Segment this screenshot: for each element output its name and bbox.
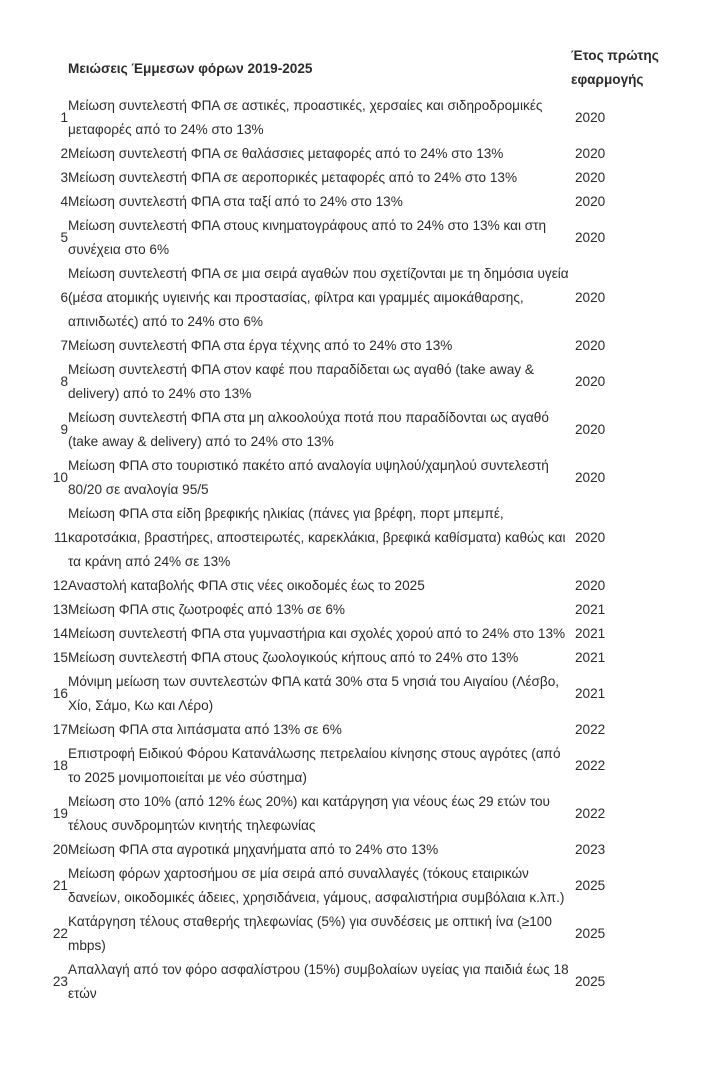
row-number: 5 (60, 230, 68, 245)
table-row (46, 574, 672, 598)
row-number: 16 (52, 686, 68, 701)
table-row (46, 838, 672, 862)
row-description: Μείωση συντελεστή ΦΠΑ στους ζωολογικούς κήπους από το 24% στο 13% (68, 650, 519, 665)
row-description: Μείωση ΦΠΑ στα είδη βρεφικής ηλικίας (πάνες για βρέφη, πορτ μπεμπέ, καροτσάκια, βραστήρες, αποστειρωτές, καρεκλάκια, βρεφικά καθίσματα) καθώς και τα κράνη από 24% σε 13% (68, 506, 566, 569)
table-row (46, 502, 672, 574)
table-row (46, 646, 672, 670)
row-number: 14 (52, 626, 68, 641)
row-description: Μείωση συντελεστή ΦΠΑ σε μια σειρά αγαθών που σχετίζονται με τη δημόσια υγεία (μέσα ατομικής υγιεινής και προστασίας, φίλτρα και γραμμές αιμοκάθαρσης, απινιδωτές) από το 24% στο 6% (68, 266, 569, 329)
table-row (46, 910, 672, 958)
table-row (46, 334, 672, 358)
row-description: Μείωση συντελεστή ΦΠΑ σε θαλάσσιες μεταφορές από το 24% στο 13% (68, 146, 504, 161)
row-year: 2021 (575, 626, 606, 641)
table-row (46, 454, 672, 502)
row-number: 15 (52, 650, 68, 665)
row-number: 6 (60, 290, 68, 305)
row-year: 2020 (575, 338, 606, 353)
table-row (46, 958, 672, 1006)
table-row (46, 406, 672, 454)
table-row (46, 742, 672, 790)
table-row (46, 598, 672, 622)
row-number: 17 (52, 722, 68, 737)
row-description: Επιστροφή Ειδικού Φόρου Κατανάλωσης πετρελαίου κίνησης στους αγρότες (από το 2025 μονιμοποιείται με νέο σύστημα) (68, 746, 561, 785)
row-number: 2 (60, 146, 68, 161)
table-row (46, 358, 672, 406)
row-year: 2020 (575, 578, 606, 593)
table-row (46, 166, 672, 190)
row-year: 2025 (575, 974, 606, 989)
table-row (46, 670, 672, 718)
row-description: Απαλλαγή από τον φόρο ασφαλίστρου (15%) συμβολαίων υγείας για παιδιά έως 18 ετών (68, 962, 569, 1001)
row-description: Κατάργηση τέλους σταθερής τηλεφωνίας (5%) για συνδέσεις με οπτική ίνα (≥100 mbps) (68, 914, 552, 953)
row-number: 13 (52, 602, 68, 617)
table-title: Μειώσεις Έμμεσων φόρων 2019-2025 (68, 61, 313, 76)
row-description: Μείωση συντελεστή ΦΠΑ στα μη αλκοολούχα ποτά που παραδίδονται ως αγαθό (take away & delivery) από το 24% στο 13% (68, 410, 549, 449)
row-number: 21 (52, 878, 68, 893)
row-year: 2025 (575, 926, 606, 941)
row-description: Μείωση συντελεστή ΦΠΑ σε αεροπορικές μεταφορές από το 24% στο 13% (68, 170, 518, 185)
row-description: Μείωση συντελεστή ΦΠΑ στα γυμναστήρια και σχολές χορού από το 24% στο 13% (68, 626, 566, 641)
row-number: 9 (60, 422, 68, 437)
row-number: 23 (52, 974, 68, 989)
row-description: Μείωση συντελεστή ΦΠΑ στον καφέ που παραδίδεται ως αγαθό (take away & delivery) από το 24% στο 13% (68, 362, 534, 401)
table-row (46, 214, 672, 262)
row-year: 2020 (575, 374, 606, 389)
table-row (46, 94, 672, 142)
table-row (46, 718, 672, 742)
table-row (46, 142, 672, 166)
year-column-header: Έτος πρώτης εφαρμογής (571, 48, 659, 87)
row-number: 8 (60, 374, 68, 389)
row-year: 2020 (575, 422, 606, 437)
row-description: Μείωση ΦΠΑ στο τουριστικό πακέτο από αναλογία υψηλού/χαμηλού συντελεστή 80/20 σε αναλογία 95/5 (68, 458, 549, 497)
row-year: 2020 (575, 110, 606, 125)
table-row (46, 262, 672, 334)
row-year: 2022 (575, 758, 606, 773)
row-year: 2023 (575, 842, 606, 857)
row-year: 2020 (575, 194, 606, 209)
row-year: 2021 (575, 650, 606, 665)
row-description: Μείωση φόρων χαρτοσήμου σε μία σειρά από συναλλαγές (τόκους εταιρικών δανείων, οικοδομικές άδειες, χρησιδάνεια, γάμους, ασφαλιστήρια συμβόλαια κ.λπ.) (68, 866, 565, 905)
row-number: 12 (52, 578, 68, 593)
table-row (46, 790, 672, 838)
row-description: Μείωση ΦΠΑ στις ζωοτροφές από 13% σε 6% (68, 602, 345, 617)
row-description: Μείωση ΦΠΑ στα αγροτικά μηχανήματα από το 24% στο 13% (68, 842, 439, 857)
row-description: Μείωση στο 10% (από 12% έως 20%) και κατάργηση για νέους έως 29 ετών του τέλους συνδρομητών κινητής τηλεφωνίας (68, 794, 550, 833)
row-year: 2020 (575, 230, 606, 245)
table-body (46, 94, 672, 1006)
row-year: 2022 (575, 806, 606, 821)
table-row (46, 862, 672, 910)
row-number: 7 (60, 338, 68, 353)
row-description: Αναστολή καταβολής ΦΠΑ στις νέες οικοδομές έως το 2025 (68, 578, 425, 593)
row-year: 2020 (575, 530, 606, 545)
row-description: Μείωση συντελεστή ΦΠΑ στα έργα τέχνης από το 24% στο 13% (68, 338, 453, 353)
indirect-tax-reductions-table (46, 44, 672, 1006)
row-year: 2020 (575, 290, 606, 305)
row-year: 2020 (575, 470, 606, 485)
header-number-cell (46, 44, 68, 94)
row-year: 2021 (575, 602, 606, 617)
row-number: 20 (52, 842, 68, 857)
row-number: 22 (52, 926, 68, 941)
table-row (46, 190, 672, 214)
row-number: 18 (52, 758, 68, 773)
row-year: 2025 (575, 878, 606, 893)
row-number: 19 (52, 806, 68, 821)
row-description: Μόνιμη μείωση των συντελεστών ΦΠΑ κατά 30% στα 5 νησιά του Αιγαίου (Λέσβο, Χίο, Σάμο, Κω και Λέρο) (68, 674, 560, 713)
row-year: 2021 (575, 686, 606, 701)
row-year: 2022 (575, 722, 606, 737)
row-description: Μείωση συντελεστή ΦΠΑ σε αστικές, προαστικές, χερσαίες και σιδηροδρομικές μεταφορές από το 24% στο 13% (68, 98, 543, 137)
row-number: 1 (60, 110, 68, 125)
row-description: Μείωση ΦΠΑ στα λιπάσματα από 13% σε 6% (68, 722, 342, 737)
row-number: 4 (60, 194, 68, 209)
row-year: 2020 (575, 170, 606, 185)
row-number: 10 (52, 470, 68, 485)
table-header-row (46, 44, 672, 94)
row-number: 3 (60, 170, 68, 185)
row-number: 11 (53, 530, 68, 545)
table-row (46, 622, 672, 646)
row-description: Μείωση συντελεστή ΦΠΑ στους κινηματογράφους από το 24% στο 13% και στη συνέχεια στο 6% (68, 218, 547, 257)
row-description: Μείωση συντελεστή ΦΠΑ στα ταξί από το 24% στο 13% (68, 194, 403, 209)
row-year: 2020 (575, 146, 606, 161)
